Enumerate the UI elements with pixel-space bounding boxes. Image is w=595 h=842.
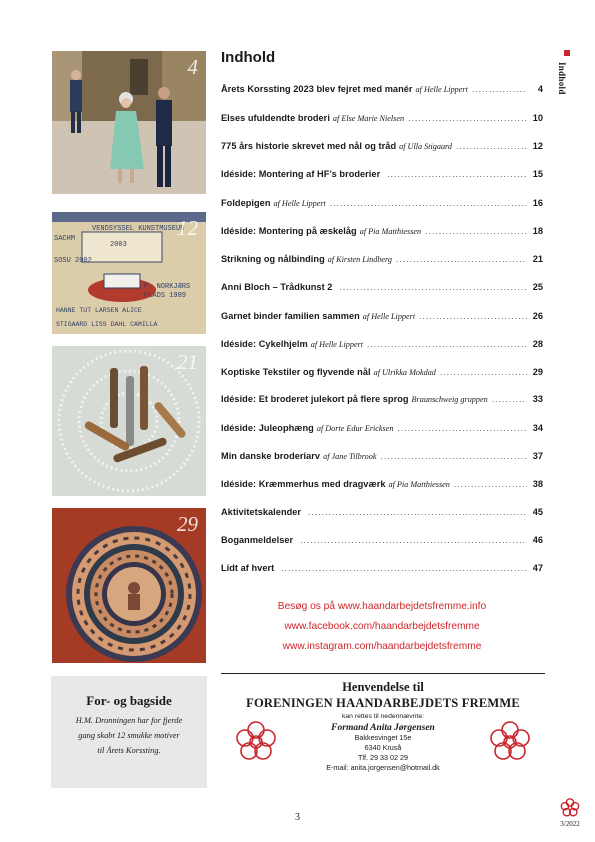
toc-entry[interactable]: [221, 479, 543, 489]
photo-coptic-textile: [52, 508, 206, 663]
svg-text:PLADS 1989: PLADS 1989: [144, 292, 187, 300]
svg-text:HANNE TUT LARSEN ALICE: HANNE TUT LARSEN ALICE: [56, 307, 142, 314]
toc-entry-page: 26: [532, 311, 543, 321]
toc-leader-dots: [397, 424, 527, 433]
toc-leader-dots: [396, 255, 527, 264]
photo-page-number: 21: [177, 350, 198, 374]
toc-entry[interactable]: [221, 254, 543, 264]
svg-text:P. NORKJÆRS: P. NORKJÆRS: [144, 283, 191, 291]
svg-text:SOSU 2002: SOSU 2002: [54, 257, 92, 265]
issue-number: 3/2022: [560, 820, 580, 828]
toc-entry-author: af Else Marie Nielsen: [332, 114, 405, 123]
toc-entry-author: Braunschweig gruppen: [411, 395, 488, 404]
cover-info-line: til Årets Korssting.: [97, 746, 161, 755]
toc-entry-title: 775 års historie skrevet med nål og tråd: [221, 141, 397, 151]
toc-title: Indhold: [221, 49, 276, 66]
toc-entry[interactable]: [221, 113, 543, 123]
royal-couple-illustration: [52, 51, 206, 194]
toc-entry-page: 47: [532, 563, 543, 573]
toc-leader-dots: [456, 142, 527, 151]
issue-marker: [553, 797, 587, 828]
toc-entry-page: 34: [532, 423, 543, 433]
toc-entry-page: 18: [532, 226, 543, 236]
toc-entry-title: Idéside: Kræmmerhus med dragværk: [221, 479, 386, 489]
toc-leader-dots: [408, 114, 527, 123]
toc-entry-title: Elses ufuldendte broderi: [221, 113, 330, 123]
toc-entry-page: 16: [532, 198, 543, 208]
toc-entry[interactable]: [221, 423, 543, 433]
toc-entry-page: 33: [532, 394, 543, 404]
toc-entry-title: Idéside: Cykelhjelm: [221, 339, 308, 349]
toc-leader-dots: [425, 227, 527, 236]
contact-phone: Tlf. 29 33 02 29: [358, 753, 408, 762]
toc-entry-author: af Helle Lippert: [273, 199, 326, 208]
cover-info-line: gang skabt 12 smukke motiver: [78, 731, 180, 740]
toc-entry-page: 10: [532, 113, 543, 123]
svg-text:SACHM: SACHM: [54, 235, 76, 243]
toc-entry-title: Boganmeldelser: [221, 535, 294, 545]
toc-entry-page: 4: [537, 84, 543, 94]
photo-royal-couple: [52, 51, 206, 194]
toc-entry-page: 25: [532, 282, 543, 292]
contact-heading: Henvendelse til: [342, 680, 424, 694]
issue-ornament-icon: [559, 797, 581, 819]
toc-entry-title: Aktivitetskalender: [221, 507, 302, 517]
contact-email[interactable]: E-mail: anita.jorgensen@hotmail.dk: [326, 763, 440, 772]
toc-entry-author: af Pia Matthiessen: [359, 227, 422, 236]
toc-entry-page: 12: [532, 141, 543, 151]
instagram-link[interactable]: www.instagram.com/haandarbejdetsfremme: [282, 641, 482, 652]
toc-entry[interactable]: [221, 311, 543, 321]
toc-leader-dots: [454, 480, 527, 489]
svg-text:STIGAARD LISS DAHL CAMILLA: STIGAARD LISS DAHL CAMILLA: [56, 321, 158, 328]
side-tab-label: Indhold: [557, 62, 567, 95]
toc-entry[interactable]: [221, 84, 543, 94]
toc-entry[interactable]: [221, 141, 543, 151]
section-divider: [221, 673, 545, 674]
photo-page-number: 29: [177, 512, 198, 536]
website-link[interactable]: Besøg os på www.haandarbejdetsfremme.info: [277, 601, 487, 612]
toc-entry-page: 29: [532, 367, 543, 377]
toc-entry-page: 28: [532, 339, 543, 349]
toc-entry-author: af Kirsten Lindberg: [327, 255, 393, 264]
toc-entry-title: Koptiske Tekstiler og flyvende nål: [221, 367, 371, 377]
toc-leader-dots: [281, 564, 527, 573]
toc-leader-dots: [440, 368, 527, 377]
toc-leader-dots: [308, 508, 527, 517]
toc-entry-title: Lidt af hvert: [221, 563, 275, 573]
toc-entry-author: af Helle Lippert: [310, 340, 364, 349]
toc-entry-title: Anni Bloch – Trådkunst 2: [221, 282, 333, 292]
toc-entry[interactable]: [221, 535, 543, 545]
toc-leader-dots: [367, 340, 527, 349]
toc-entry-title: Idéside: Montering på æskelåg: [221, 226, 357, 236]
svg-text:2003: 2003: [110, 241, 127, 249]
ornament-right-icon: [486, 718, 534, 766]
photo-page-number: 4: [187, 55, 198, 79]
toc-entry-author: af Helle Lippert: [362, 312, 416, 321]
contact-street: Bakkesvinget 15e: [354, 733, 412, 742]
toc-leader-dots: [380, 452, 527, 461]
toc-entry[interactable]: [221, 198, 543, 208]
section-marker-square: [564, 50, 570, 56]
cover-info-line: H.M. Dronningen har for fjerde: [75, 716, 183, 725]
toc-entry-page: 37: [532, 451, 543, 461]
photo-embroidered-sampler: [52, 212, 206, 334]
toc-entry-title: Strikning og nålbinding: [221, 254, 325, 264]
toc-entry[interactable]: [221, 282, 543, 292]
toc-entry-page: 21: [532, 254, 543, 264]
toc-entry[interactable]: [221, 451, 543, 461]
facebook-link[interactable]: www.facebook.com/haandarbejdetsfremme: [284, 621, 480, 632]
toc-entry-page: 45: [532, 507, 543, 517]
page-number: 3: [295, 812, 300, 823]
toc-entry-author: af Helle Lippert: [415, 85, 468, 94]
ornament-left-icon: [232, 718, 280, 766]
toc-entry-author: af Jane Tilbrook: [323, 452, 377, 461]
toc-leader-dots: [339, 283, 527, 292]
toc-leader-dots: [472, 85, 527, 94]
toc-entry-page: 46: [532, 535, 543, 545]
toc-entry-title: Årets Korssting 2023 blev fejret med manér: [221, 84, 413, 94]
toc-entry[interactable]: [221, 394, 543, 404]
toc-entry[interactable]: [221, 226, 543, 236]
association-name: FORENINGEN HAANDARBEJDETS FREMME: [246, 696, 520, 710]
toc-entry[interactable]: [221, 367, 543, 377]
toc-entry-author: af Dorte Edur Ericksen: [316, 424, 394, 433]
toc-entry-author: af Pia Matthiessen: [388, 480, 450, 489]
toc-entry-title: Garnet binder familien sammen: [221, 311, 360, 321]
photo-lace-bobbins: [52, 346, 206, 496]
toc-entry-page: 15: [532, 169, 543, 179]
toc-entry[interactable]: [221, 507, 543, 517]
toc-entry-title: Idéside: Montering af HF’s broderier: [221, 169, 381, 179]
toc-entry-title: Min danske broderiarv: [221, 451, 321, 461]
section-side-tab: [552, 40, 586, 110]
contact-name: Formand Anita Jørgensen: [331, 723, 435, 733]
toc-entry-title: Idéside: Juleophæng: [221, 423, 314, 433]
svg-text:VENDSYSSEL KUNSTMUSEUM: VENDSYSSEL KUNSTMUSEUM: [92, 225, 185, 233]
toc-entry[interactable]: [221, 563, 543, 573]
toc-leader-dots: [419, 312, 527, 321]
toc-entry[interactable]: [221, 169, 543, 179]
toc-entry-author: af Ulrikka Mokdad: [373, 368, 436, 377]
contact-subtext: kan rettes til nedennævnte:: [342, 713, 424, 720]
toc-leader-dots: [387, 170, 527, 179]
toc-leader-dots: [330, 199, 527, 208]
toc-leader-dots: [492, 395, 527, 404]
toc-entry[interactable]: [221, 339, 543, 349]
contact-city: 6340 Kruså: [364, 743, 402, 752]
toc-entry-author: af Ulla Stigaard: [399, 142, 453, 151]
toc-leader-dots: [300, 536, 527, 545]
toc-entry-title: Idéside: Et broderet julekort på flere sprog: [221, 394, 409, 404]
cover-info-box: [51, 676, 207, 788]
cover-info-heading: For- og bagside: [86, 693, 172, 708]
photo-page-number: 12: [177, 216, 198, 240]
web-links: [221, 597, 543, 657]
toc-entry-title: Foldepigen: [221, 198, 271, 208]
toc-entry-page: 38: [532, 479, 543, 489]
